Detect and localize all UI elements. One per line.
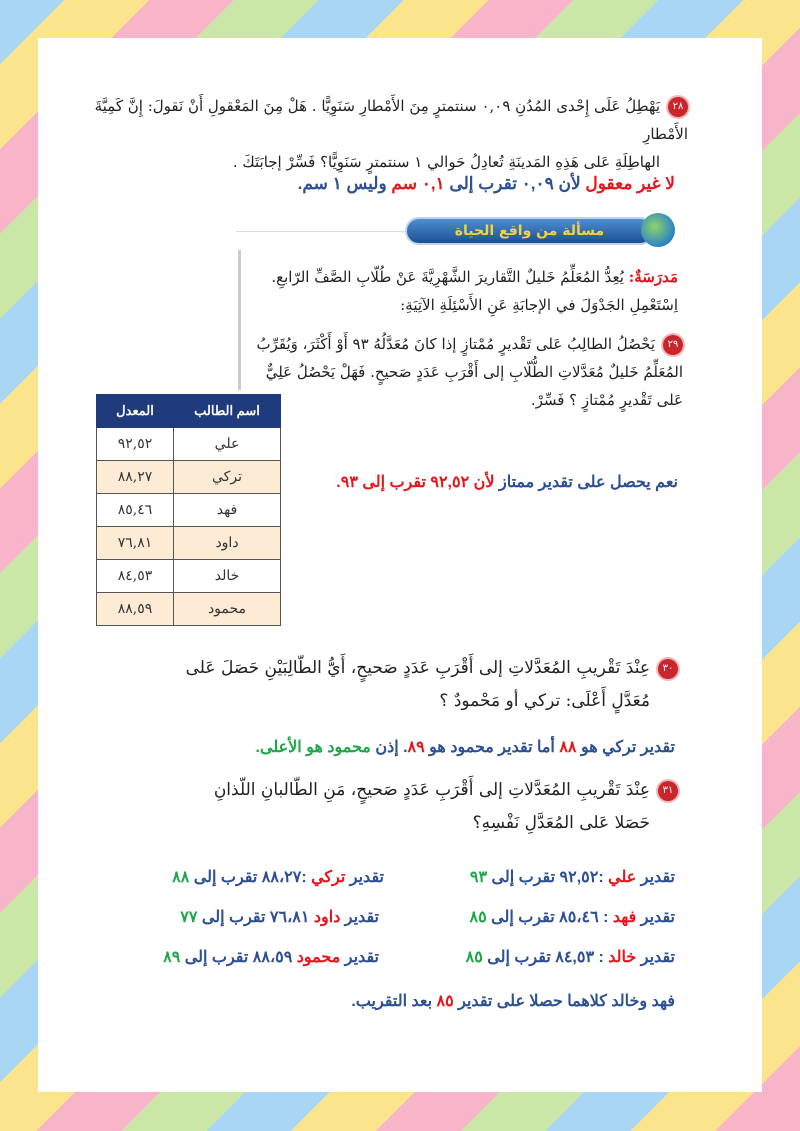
answer-segment: :٨٨،٢٧ تقرب إلى [189, 869, 312, 886]
answer-segment: فهد وخالد كلاهما حصلا على تقدير [453, 993, 675, 1010]
column-header-name: اسم الطالب [174, 395, 281, 428]
answer-31-fahd [470, 906, 675, 930]
answer-segment: تقدير [636, 869, 675, 886]
answer-segment: ٨٥ [465, 949, 483, 966]
answer-segment: ٨٩ [163, 949, 181, 966]
answer-segment: تقدير [345, 869, 384, 886]
answer-segment: لأن ٩٢,٥٢ تقرب إلى ٩٣. [336, 474, 495, 491]
answer-30 [256, 736, 675, 760]
answer-31-turki [172, 866, 384, 890]
table-row [97, 593, 281, 626]
answer-segment: وليس ١ سم. [297, 174, 387, 193]
question-28 [88, 92, 688, 176]
question-number-badge: ٣١ [658, 781, 678, 801]
question-29 [243, 330, 683, 414]
question-number-badge: ٢٨ [668, 97, 688, 117]
context-title: مَدرَسَةٌ: [628, 268, 678, 286]
student-average: ٨٥,٤٦ [97, 494, 174, 527]
answer-segment: نعم يحصل على تقدير ممتاز [494, 474, 678, 491]
student-name: تركي [174, 461, 281, 494]
question-text: حَصَلا عَلى المُعَدَّلِ نَفْسِهِ؟ [472, 813, 650, 833]
student-name: داود [174, 527, 281, 560]
answer-segment: ٧٧ [180, 909, 198, 926]
answer-28 [298, 172, 675, 196]
answer-segment: ٠,١ سم [386, 174, 445, 193]
answer-31-mahmoud [163, 946, 379, 970]
question-text: يَحْصُلُ الطالِبُ عَلى تَقْديرٍ مُمْتازٍ إذا كانَ مُعَدَّلُهُ ٩٣ أَوْ أَكْثَرَ، وَيُقَرِّبُ المُعَلِّمُ خَليلٌ مُعَدَّلاتِ الطُّلّابِ إلى أَقْرَبِ عَدَدٍ صَحيحٍ. فَهَلْ يَحْصُلُ عَلِيٌّ عَلى تَقْديرٍ مُمْتازٍ ؟ فَسِّرْ. [256, 335, 683, 409]
answer-segment: : ٨٤,٥٣ تقرب إلى [482, 949, 609, 966]
student-averages-table [96, 394, 281, 626]
real-life-problem-banner [405, 213, 675, 247]
banner-label: مسألة من واقع الحياة [405, 217, 654, 245]
table-row [97, 461, 281, 494]
globe-icon [641, 213, 675, 247]
answer-segment: ٨٨ [172, 869, 190, 886]
answer-segment: داود [313, 909, 341, 926]
answer-segment: محمود [296, 949, 341, 966]
answer-segment: محمود هو الأعلى. [255, 739, 371, 756]
answer-segment: تقدير [340, 909, 379, 926]
question-text: يَهْطِلُ عَلَى إِحْدى المُدُنِ ٠,٠٩ سنتمترٍ مِنَ الأَمْطارِ سَنَوِيًّا . هَلْ مِنَ المَعْقولِ أَنْ نَقولَ: إِنَّ كَمِيَّةَ الأَمْطارِ [94, 97, 688, 143]
table-row [97, 560, 281, 593]
question-30 [158, 652, 678, 718]
answer-segment: ٨٨ [554, 739, 577, 756]
answer-segment: تركي [311, 869, 346, 886]
table-row [97, 527, 281, 560]
table-row [97, 428, 281, 461]
student-name: محمود [174, 593, 281, 626]
answer-segment: ٨٩ [407, 739, 425, 756]
answer-segment: ٧٦،٨١ تقرب إلى [197, 909, 314, 926]
answer-31-ali [470, 866, 675, 890]
answer-31-conclusion [351, 990, 675, 1014]
student-name: خالد [174, 560, 281, 593]
answer-segment: تقدير تركي هو [576, 739, 675, 756]
answer-segment: لأن ٠,٠٩ تقرب إلى [444, 174, 581, 193]
student-average: ٨٨,٥٩ [97, 593, 174, 626]
question-31 [158, 774, 678, 840]
question-text: الهاطِلَةِ عَلى هَذِهِ المَدينَةِ تُعادِلُ حَوالي ١ سنتمترٍ سَنَوِيًّا؟ فَسِّرْ إجابَتَكَ . [232, 153, 660, 171]
answer-31-dawood [180, 906, 379, 930]
answer-segment: : ٨٥،٤٦ تقرب إلى [486, 909, 613, 926]
context-text [238, 263, 678, 319]
answer-segment: علي [608, 869, 637, 886]
column-header-average: المعدل [97, 395, 174, 428]
answer-31-khalid [466, 946, 675, 970]
answer-29 [336, 471, 678, 495]
answer-segment: ٨٨،٥٩ تقرب إلى [180, 949, 297, 966]
answer-segment: تقدير [636, 909, 675, 926]
student-name: فهد [174, 494, 281, 527]
student-name: علي [174, 428, 281, 461]
answer-segment: ٨٥ [469, 909, 487, 926]
student-average: ٨٨,٢٧ [97, 461, 174, 494]
answer-segment: لا غير معقول [580, 174, 675, 193]
student-average: ٨٤,٥٣ [97, 560, 174, 593]
question-text: عِنْدَ تَقْريبِ المُعَدَّلاتِ إلى أَقْرَبِ عَدَدٍ صَحيحٍ، مَنِ الطّالبانِ اللّذانِ [213, 780, 650, 800]
question-number-badge: ٢٩ [663, 335, 683, 355]
student-average: ٩٢,٥٢ [97, 428, 174, 461]
context-line: اِسْتَعْمِلِ الجَدْوَلَ في الإجابَةِ عَنِ الأَسْئِلَةِ الآتِيَةِ: [400, 296, 678, 314]
answer-segment: ٩٣ [469, 869, 488, 886]
answer-segment: أما تقدير محمود هو [424, 739, 555, 756]
student-average: ٧٦,٨١ [97, 527, 174, 560]
divider [236, 231, 406, 232]
question-number-badge: ٣٠ [658, 659, 678, 679]
answer-segment: :٩٢,٥٢ تقرب إلى [487, 869, 609, 886]
answer-segment: . إذن [370, 739, 408, 756]
table-row [97, 494, 281, 527]
answer-segment: فهد [612, 909, 637, 926]
answer-segment: تقدير [636, 949, 675, 966]
answer-segment: تقدير [340, 949, 379, 966]
answer-segment: خالد [608, 949, 637, 966]
answer-segment: ٨٥ [432, 993, 454, 1010]
question-text: مُعَدَّلٍ أَعْلَى: تركي أو مَحْمودٌ ؟ [439, 691, 650, 711]
context-line: يُعِدُّ المُعَلِّمُ خَليلٌ التَّقاريرَ الشَّهْرِيَّةَ عَنْ طُلّابِ الصَّفِّ الرّابعِ. [271, 268, 629, 286]
question-text: عِنْدَ تَقْريبِ المُعَدَّلاتِ إلى أَقْرَبِ عَدَدٍ صَحيحٍ، أَيُّ الطّالِبَيْنِ حَصَلَ عَلى [185, 658, 650, 678]
answer-segment: بعد التقريب. [351, 993, 433, 1010]
